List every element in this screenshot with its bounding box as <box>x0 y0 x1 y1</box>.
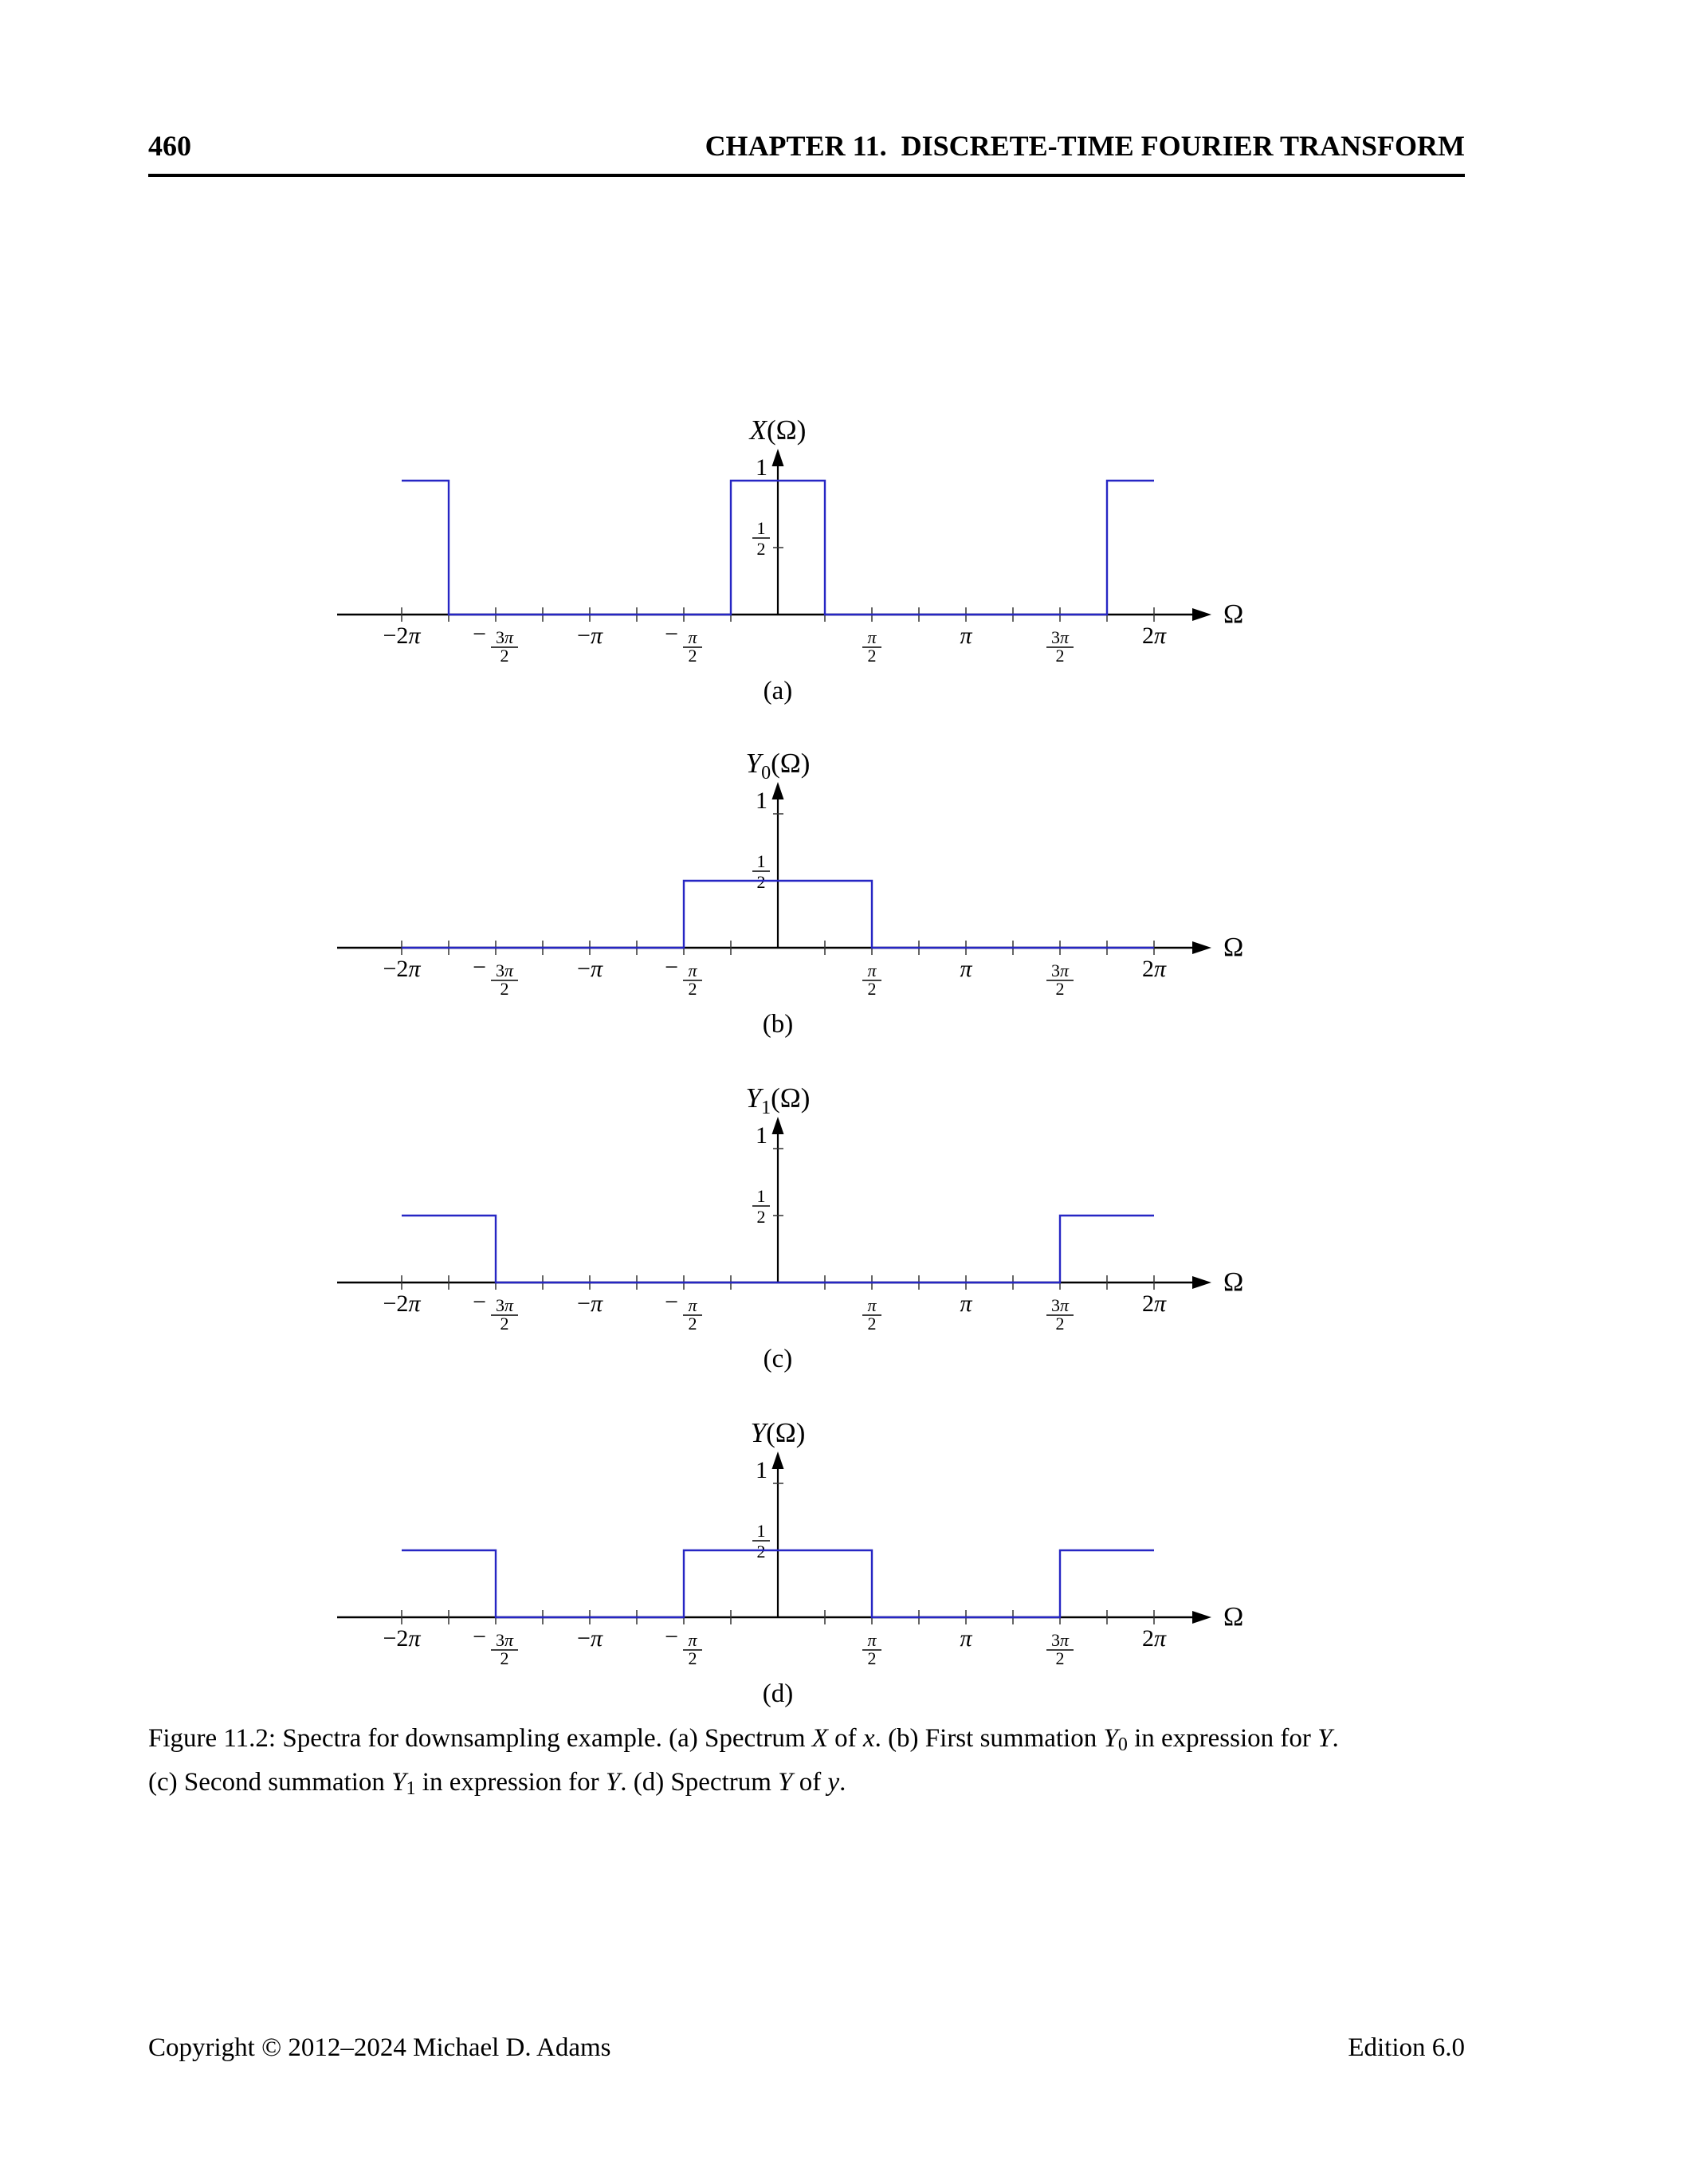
plot-title: $Y_0(\Omega)$ <box>745 748 811 784</box>
caption-math-var: y <box>827 1768 840 1797</box>
x-tick-frac-denominator: 2 <box>500 979 509 999</box>
x-tick-label: −π <box>577 623 603 649</box>
figure-caption <box>148 1720 1468 1808</box>
caption-text: (c) Second summation <box>148 1768 392 1797</box>
caption-math-var: Y <box>1103 1724 1118 1753</box>
y-tick-frac-denominator: 2 <box>756 1207 766 1227</box>
caption-text: of <box>827 1724 863 1753</box>
caption-line <box>148 1764 1468 1808</box>
x-tick-label: 2π <box>1141 623 1167 649</box>
x-tick-frac-denominator: 2 <box>1055 1648 1065 1668</box>
x-tick-frac-denominator: 2 <box>867 979 877 999</box>
x-axis-label: Ω <box>1223 1267 1244 1297</box>
y-axis-arrow <box>772 1451 784 1469</box>
caption-text: . <box>1332 1724 1339 1753</box>
caption-math-var: x <box>862 1724 875 1753</box>
x-tick-frac-numerator: 3π <box>1050 627 1070 647</box>
x-tick-minus-sign: − <box>473 1624 486 1650</box>
x-tick-frac-numerator: π <box>867 1295 877 1315</box>
y-tick-frac-numerator: 1 <box>756 518 766 538</box>
caption-math-var: Y <box>605 1768 621 1797</box>
panel-label: (d) <box>762 1679 794 1708</box>
x-tick-frac-numerator: 3π <box>1050 1630 1070 1650</box>
x-tick-label: −2π <box>383 1625 421 1652</box>
x-tick-label: 2π <box>1141 1625 1167 1652</box>
x-tick-frac-numerator: π <box>867 1630 877 1650</box>
x-tick-frac-numerator: π <box>688 1630 697 1650</box>
x-axis-arrow <box>1192 1611 1211 1624</box>
x-tick-frac-denominator: 2 <box>688 1314 697 1334</box>
panel-label: (a) <box>763 677 793 705</box>
x-tick-frac-numerator: π <box>867 627 877 647</box>
x-tick-frac-numerator: π <box>688 960 697 980</box>
x-tick-label: −2π <box>383 1290 421 1317</box>
x-tick-frac-denominator: 2 <box>1055 1314 1065 1334</box>
x-tick-frac-denominator: 2 <box>1055 646 1065 666</box>
caption-text: . (d) Spectrum <box>620 1768 779 1797</box>
caption-text: in expression for <box>1127 1724 1318 1753</box>
x-axis-arrow <box>1192 608 1211 621</box>
x-tick-label: π <box>960 956 972 982</box>
x-tick-frac-numerator: 3π <box>1050 960 1070 980</box>
footer-edition: Edition 6.0 <box>1348 2033 1465 2062</box>
x-tick-label: −π <box>577 1290 603 1317</box>
x-tick-frac-numerator: 3π <box>495 1630 514 1650</box>
x-tick-frac-numerator: π <box>688 1295 697 1315</box>
y-tick-frac-denominator: 2 <box>756 872 766 892</box>
y-tick-frac-denominator: 2 <box>756 539 766 559</box>
y-axis-arrow <box>772 449 784 466</box>
y-tick-frac-numerator: 1 <box>756 1186 766 1206</box>
x-tick-frac-numerator: 3π <box>495 1295 514 1315</box>
x-tick-minus-sign: − <box>473 621 486 647</box>
y-tick-frac-numerator: 1 <box>756 1521 766 1541</box>
x-tick-frac-numerator: π <box>688 627 697 647</box>
caption-subscript: 1 <box>406 1778 416 1799</box>
x-tick-frac-denominator: 2 <box>688 979 697 999</box>
spectrum-plot-b <box>279 731 1291 1048</box>
x-tick-minus-sign: − <box>665 1624 678 1650</box>
x-tick-label: π <box>960 623 972 649</box>
caption-text: Figure 11.2: Spectra for downsampling example. (a) Spectrum <box>148 1724 812 1753</box>
page-number: 460 <box>148 130 191 162</box>
x-tick-frac-denominator: 2 <box>867 1648 877 1668</box>
caption-math-var: Y <box>391 1768 406 1797</box>
panel-label: (b) <box>762 1010 794 1039</box>
plot-title: X(Ω) <box>749 414 807 446</box>
caption-math-var: Y <box>778 1768 793 1797</box>
x-tick-frac-denominator: 2 <box>867 646 877 666</box>
x-axis-label: Ω <box>1223 599 1244 629</box>
caption-text: of <box>792 1768 828 1797</box>
x-axis-arrow <box>1192 941 1211 954</box>
x-tick-minus-sign: − <box>665 621 678 647</box>
x-tick-label: −2π <box>383 623 421 649</box>
x-tick-frac-numerator: 3π <box>495 960 514 980</box>
caption-math-var: X <box>811 1724 828 1753</box>
caption-math-var: Y <box>1317 1724 1333 1753</box>
x-tick-frac-denominator: 2 <box>688 1648 697 1668</box>
caption-subscript: 0 <box>1117 1734 1128 1755</box>
caption-line <box>148 1720 1468 1764</box>
plot-title: $Y_1(\Omega)$ <box>745 1082 811 1118</box>
x-tick-minus-sign: − <box>473 1289 486 1315</box>
x-tick-label: 2π <box>1141 956 1167 982</box>
y-tick-label: 1 <box>756 788 767 814</box>
caption-text: in expression for <box>415 1768 606 1797</box>
x-tick-label: −2π <box>383 956 421 982</box>
x-tick-frac-denominator: 2 <box>1055 979 1065 999</box>
spectrum-plot-c <box>279 1066 1291 1383</box>
y-tick-label: 1 <box>756 1122 767 1149</box>
spectrum-plot-d <box>279 1400 1291 1718</box>
x-axis-label: Ω <box>1223 1602 1244 1632</box>
y-tick-label: 1 <box>756 454 767 481</box>
x-tick-frac-denominator: 2 <box>500 1314 509 1334</box>
x-tick-label: π <box>960 1625 972 1652</box>
y-axis-arrow <box>772 1117 784 1134</box>
x-tick-frac-numerator: 3π <box>1050 1295 1070 1315</box>
x-tick-label: −π <box>577 956 603 982</box>
x-tick-minus-sign: − <box>665 954 678 980</box>
y-tick-frac-numerator: 1 <box>756 851 766 871</box>
y-tick-label: 1 <box>756 1457 767 1483</box>
x-tick-frac-numerator: 3π <box>495 627 514 647</box>
plot-title: Y(Ω) <box>750 1417 806 1448</box>
x-tick-label: 2π <box>1141 1290 1167 1317</box>
chapter-header: CHAPTER 11. DISCRETE-TIME FOURIER TRANSFORM <box>705 130 1465 162</box>
x-tick-frac-numerator: π <box>867 960 877 980</box>
x-axis-label: Ω <box>1223 933 1244 962</box>
x-tick-label: π <box>960 1290 972 1317</box>
y-axis-arrow <box>772 782 784 799</box>
x-tick-frac-denominator: 2 <box>867 1314 877 1334</box>
spectrum-plot-a <box>279 398 1291 715</box>
caption-text: . <box>839 1768 846 1797</box>
panel-label: (c) <box>763 1345 793 1373</box>
x-axis-arrow <box>1192 1276 1211 1289</box>
x-tick-label: −π <box>577 1625 603 1652</box>
x-tick-frac-denominator: 2 <box>500 1648 509 1668</box>
x-tick-minus-sign: − <box>473 954 486 980</box>
x-tick-minus-sign: − <box>665 1289 678 1315</box>
footer-copyright: Copyright © 2012–2024 Michael D. Adams <box>148 2033 611 2062</box>
y-tick-frac-denominator: 2 <box>756 1542 766 1561</box>
x-tick-frac-denominator: 2 <box>688 646 697 666</box>
x-tick-frac-denominator: 2 <box>500 646 509 666</box>
header-rule <box>148 174 1465 177</box>
caption-text: . (b) First summation <box>874 1724 1104 1753</box>
